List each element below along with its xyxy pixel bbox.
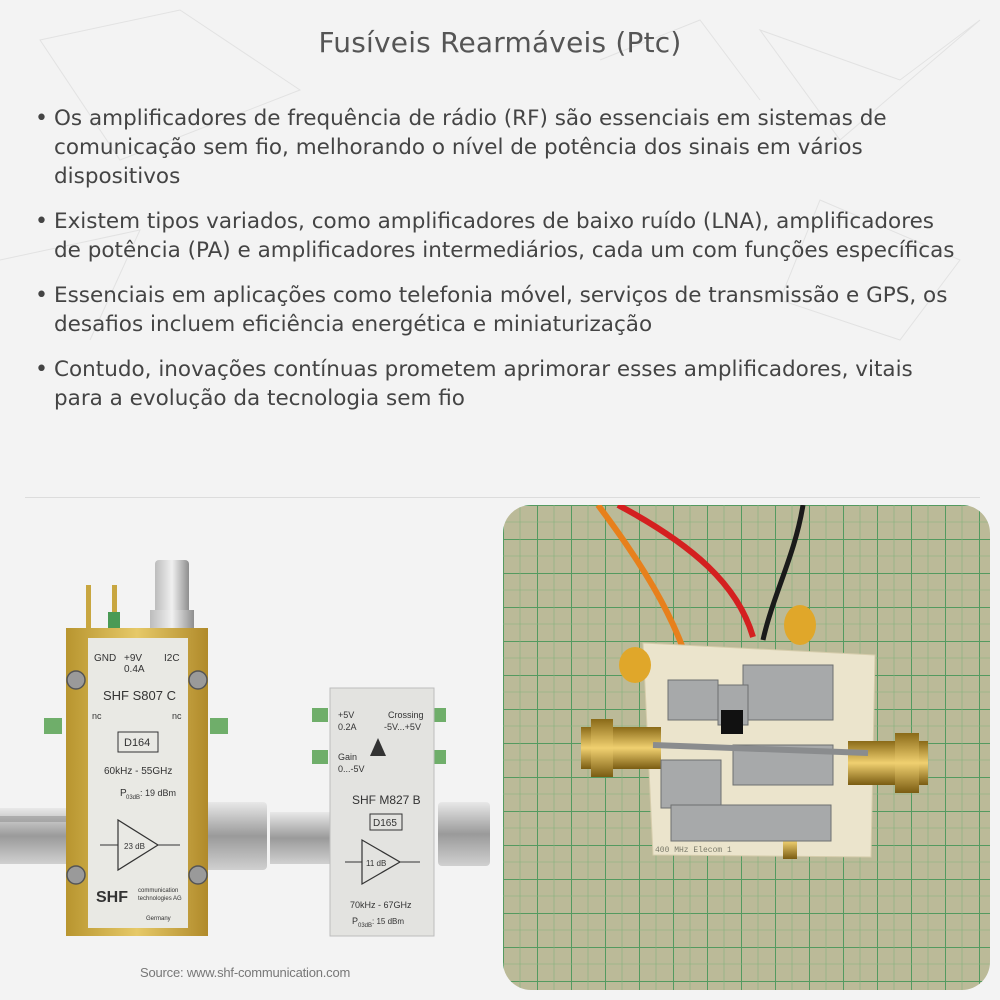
page-title: Fusíveis Rearmáveis (Ptc) (318, 26, 682, 59)
module2-power-sub: 03dB (358, 923, 373, 929)
image-source-caption: Source: www.shf-communication.com (140, 965, 351, 980)
module2-power: P (352, 916, 359, 926)
module1-label-i2c: I2C (164, 653, 180, 664)
module2-top-left2: 0.2A (338, 722, 357, 732)
module1-label-9v: +9V (124, 653, 143, 664)
bullet-marker: • (35, 283, 48, 308)
module2-gain-label: Gain (338, 752, 358, 762)
bullet-item (30, 207, 960, 265)
module1-brand-line2: technologies AG (138, 896, 182, 902)
bullet-list (30, 104, 960, 429)
bullet-text: Existem tipos variados, como amplificadores de baixo ruído (LNA), amplificadores de potência (PA) e amplificadores intermediários, cada um com funções específicas (54, 209, 955, 263)
module1-power-val: : 19 dBm (140, 788, 177, 798)
module1-brand-line1: communication (138, 888, 179, 894)
module1-freq: 60kHz - 55GHz (104, 766, 173, 777)
bullet-item (30, 281, 960, 339)
module1-gain: 23 dB (124, 842, 145, 851)
module2-top-right: Crossing (388, 710, 424, 720)
bullet-text: Os amplificadores de frequência de rádio (RF) são essenciais em sistemas de comunicação sem fio, melhorando o nível de potência dos sinais em vários dispositivos (54, 106, 887, 189)
module1-side-left: nc (92, 711, 102, 721)
module1-power-sub: 03dB (126, 795, 141, 801)
board-label: 400 MHz Elecom 1 (655, 846, 732, 855)
module2-top-right2: -5V...+5V (384, 722, 421, 732)
module2-freq: 70kHz - 67GHz (350, 900, 412, 910)
module2-code: D165 (373, 818, 397, 829)
board-photo-drawing (503, 505, 990, 990)
module1-label-04a: 0.4A (124, 664, 145, 675)
module2-top-left: +5V (338, 710, 355, 720)
module1-side-right: nc (172, 711, 182, 721)
bullet-item (30, 355, 960, 413)
bullet-text: Essenciais em aplicações como telefonia móvel, serviços de transmissão e GPS, os desafios incluem eficiência energética e miniaturização (54, 283, 948, 337)
module2-gain-range: 0...-5V (338, 764, 365, 774)
module2-power-val: : 15 dBm (372, 917, 405, 926)
module1-label-gnd: GND (94, 653, 117, 664)
module2-model: SHF M827 B (352, 793, 421, 807)
module1-code: D164 (124, 737, 151, 749)
rf-amplifier-board-photo (503, 505, 990, 990)
bullet-marker: • (35, 357, 48, 382)
bullet-marker: • (35, 209, 48, 234)
module1-brand: SHF (96, 889, 128, 906)
section-divider (25, 497, 980, 498)
bullet-marker: • (35, 106, 48, 131)
module1-model: SHF S807 C (103, 688, 176, 703)
module2-gain: 11 dB (366, 859, 387, 868)
shf-amplifier-modules-photo (0, 540, 500, 980)
module1-brand-line3: Germany (146, 916, 171, 922)
bullet-item (30, 104, 960, 191)
module1-power: P (120, 788, 127, 799)
bullet-text: Contudo, inovações contínuas prometem aprimorar esses amplificadores, vitais para a evolução da tecnologia sem fio (54, 357, 913, 411)
